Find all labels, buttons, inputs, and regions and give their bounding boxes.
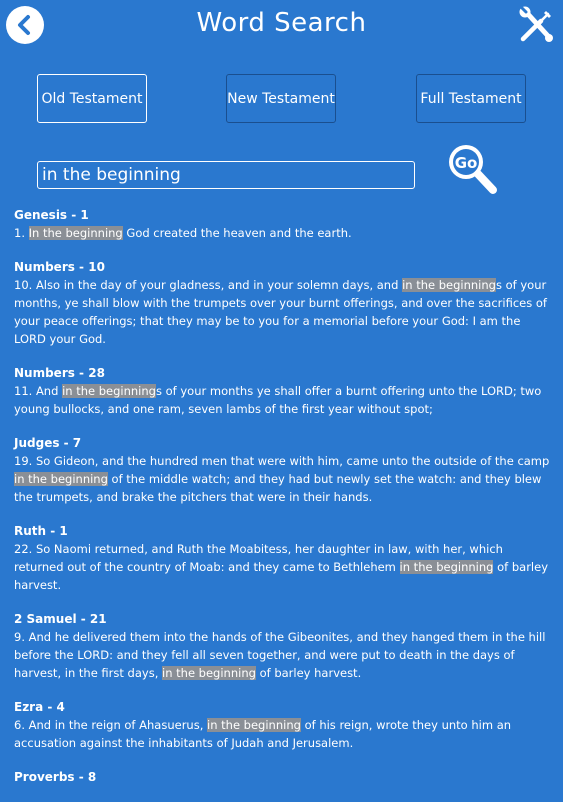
verse-text: 6. And in the reign of Ahasuerus, <box>14 718 208 732</box>
result-item[interactable] <box>14 258 554 348</box>
old-testament-button[interactable] <box>37 74 147 123</box>
result-item[interactable] <box>14 698 554 752</box>
result-item[interactable] <box>14 768 554 786</box>
page-title: Word Search <box>196 8 367 38</box>
match-highlight: in the beginning <box>62 384 156 398</box>
match-highlight: in the beginning <box>399 560 494 574</box>
result-reference: Numbers - 10 <box>14 260 105 274</box>
go-button[interactable] <box>444 143 500 195</box>
magnifier-icon <box>444 143 500 195</box>
result-reference: 2 Samuel - 21 <box>14 612 107 626</box>
old-testament-label: Old Testament <box>41 90 143 107</box>
verse-text: 10. Also in the day of your gladness, and in your solemn days, and <box>14 278 403 292</box>
results-list <box>14 206 554 802</box>
match-highlight: in the beginning <box>14 472 108 486</box>
result-item[interactable] <box>14 610 554 682</box>
top-bar <box>0 0 563 52</box>
result-reference: Ezra - 4 <box>14 700 65 714</box>
result-item[interactable] <box>14 206 554 242</box>
result-reference: Ruth - 1 <box>14 524 68 538</box>
result-verse <box>14 452 554 506</box>
result-item[interactable] <box>14 434 554 506</box>
result-verse <box>14 382 554 418</box>
match-highlight: in the beginning <box>162 666 256 680</box>
result-verse <box>14 224 554 242</box>
match-highlight: In the beginning <box>28 226 123 240</box>
go-label: Go <box>454 154 478 172</box>
wrench-screwdriver-icon <box>515 6 555 46</box>
verse-text: of his reign, wrote they unto him an accusation against the inhabitants of Judah and Jerusalem. <box>14 718 512 750</box>
result-reference: Numbers - 28 <box>14 366 105 380</box>
match-highlight: in the beginning <box>207 718 301 732</box>
verse-text: s of your months, ye shall blow with the trumpets over your burnt offerings, and over the sacrifices of your peace offerings; that they may be to you for a memorial before your God: I am the LORD your God. <box>14 278 547 346</box>
full-testament-label: Full Testament <box>420 90 522 107</box>
search-input[interactable] <box>37 161 415 189</box>
verse-text: 11. And <box>14 384 63 398</box>
result-reference: Genesis - 1 <box>14 208 89 222</box>
result-verse <box>14 628 554 682</box>
full-testament-button[interactable] <box>416 74 526 123</box>
result-verse <box>14 540 554 594</box>
result-item[interactable] <box>14 522 554 594</box>
verse-text: of barley harvest. <box>255 666 362 680</box>
result-reference: Judges - 7 <box>14 436 82 450</box>
verse-text: s of your months ye shall offer a burnt offering unto the LORD; two young bullocks, and one ram, seven lambs of the first year without spot; <box>14 384 542 416</box>
result-verse <box>14 276 554 348</box>
result-reference: Proverbs - 8 <box>14 770 97 784</box>
verse-text: 9. And he delivered them into the hands of the Gibeonites, and they hanged them in the hill before the LORD: and they fell all seven together, and were put to death in the days of harvest, in the first days, <box>14 630 546 680</box>
verse-text: 19. So Gideon, and the hundred men that were with him, came unto the outside of the camp <box>14 454 550 468</box>
verse-text: of the middle watch; and they had but newly set the watch: and they blew the trumpets, and brake the pitchers that were in their hands. <box>14 472 542 504</box>
result-verse <box>14 716 554 752</box>
verse-text: 1. <box>14 226 29 240</box>
settings-button[interactable] <box>515 6 555 46</box>
verse-text: God created the heaven and the earth. <box>122 226 352 240</box>
verse-text: 22. So Naomi returned, and Ruth the Moabitess, her daughter in law, with her, which returned out of the country of Moab: and they came to Bethlehem <box>14 542 503 574</box>
result-item[interactable] <box>14 364 554 418</box>
verse-text: of barley harvest. <box>14 560 548 592</box>
new-testament-button[interactable] <box>226 74 336 123</box>
match-highlight: in the beginning <box>402 278 496 292</box>
new-testament-label: New Testament <box>227 90 335 107</box>
